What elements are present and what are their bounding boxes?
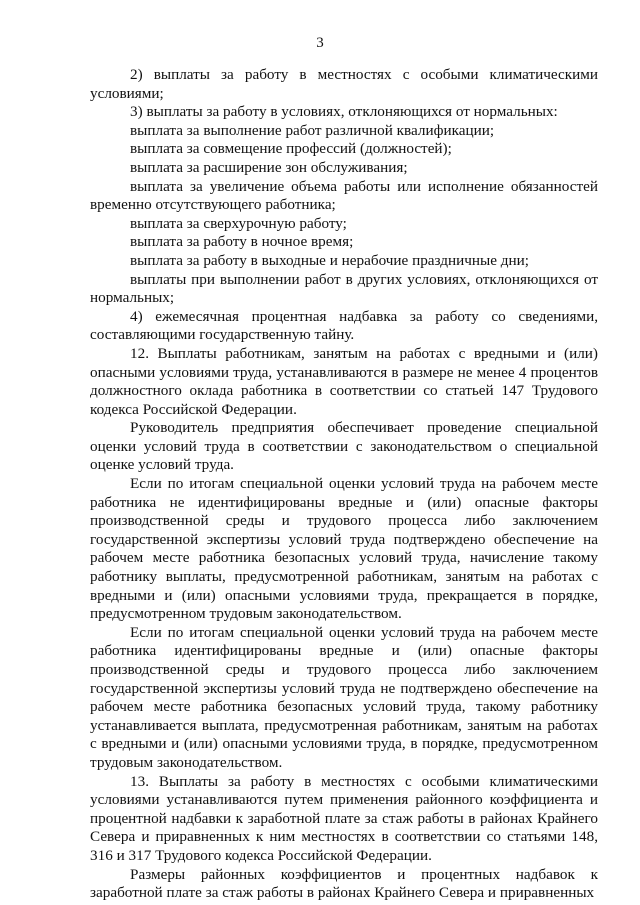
- clause-13: 13. Выплаты за работу в местностях с особыми климатическими условиями устанавливаются путем применения районного коэффициента и процентной надбавки к заработной плате за стаж работы в районах Крайнего Севера и приравненных к ним местностях в соответствии со статьями 148, 316 и 317 Трудового кодекса Российской Федерации.: [90, 772, 598, 864]
- paragraph-not-identified: Если по итогам специальной оценки условий труда на рабочем месте работника не идентифицированы вредные и (или) опасные факторы производственной среды и трудового процесса либо заключением государственной экспертизы условий труда подтверждено обеспечение на рабочем месте работника безопасных условий труда, начисление такому работнику выплаты, предусмотренной работникам, занятым на работах с вредными и (или) опасными условиями труда, прекращается в порядке, предусмотренном трудовым законодательством.: [90, 475, 598, 623]
- paragraph-special-assessment: Руководитель предприятия обеспечивает проведение специальной оценки условий труда в соответствии с законодательством о специальной оценке условий труда.: [90, 419, 598, 474]
- paragraph-coefficients: Размеры районных коэффициентов и процентных надбавок к заработной плате за стаж работы в районах Крайнего Севера и приравненных: [90, 865, 598, 902]
- list-item-climatic-payments: 2) выплаты за работу в местностях с особыми климатическими условиями;: [90, 66, 598, 102]
- paragraph-identified: Если по итогам специальной оценки условий труда на рабочем месте работника идентифицированы вредные и (или) опасные факторы производственной среды и трудового процесса либо заключением государственной экспертизы условий труда не подтверждено обеспечение на рабочем месте работника безопасных условий труда, такому работнику устанавливается выплата, предусмотренная работникам, занятым на работах с вредными и (или) опасными условиями труда, в порядке, предусмотренном трудовым законодательством.: [90, 623, 598, 771]
- list-item-state-secret: 4) ежемесячная процентная надбавка за работу со сведениями, составляющими государственную тайну.: [90, 307, 598, 344]
- sub-item-night-work: выплата за работу в ночное время;: [130, 233, 354, 251]
- sub-item-work-volume: выплата за увеличение объема работы или исполнение обязанностей временно отсутствующего работника;: [90, 177, 598, 214]
- page-number: 3: [316, 35, 324, 51]
- sub-item-service-zones: выплата за расширение зон обслуживания;: [130, 158, 408, 176]
- sub-item-overtime: выплата за сверхурочную работу;: [130, 214, 347, 232]
- clause-12: 12. Выплаты работникам, занятым на работах с вредными и (или) опасными условиями труда, устанавливаются в размере не менее 4 процентов должностного оклада работника в соответствии со статьей 147 Трудового кодекса Российской Федерации.: [90, 344, 598, 418]
- sub-item-qualification: выплата за выполнение работ различной квалификации;: [130, 121, 495, 139]
- document-body: [90, 66, 598, 903]
- sub-item-other-conditions: выплаты при выполнении работ в других условиях, отклоняющихся от нормальных;: [90, 270, 598, 307]
- list-item-abnormal-conditions: 3) выплаты за работу в условиях, отклоняющихся от нормальных:: [130, 103, 558, 121]
- sub-item-combining-professions: выплата за совмещение профессий (должностей);: [130, 140, 452, 158]
- sub-item-holidays: выплата за работу в выходные и нерабочие праздничные дни;: [130, 251, 529, 269]
